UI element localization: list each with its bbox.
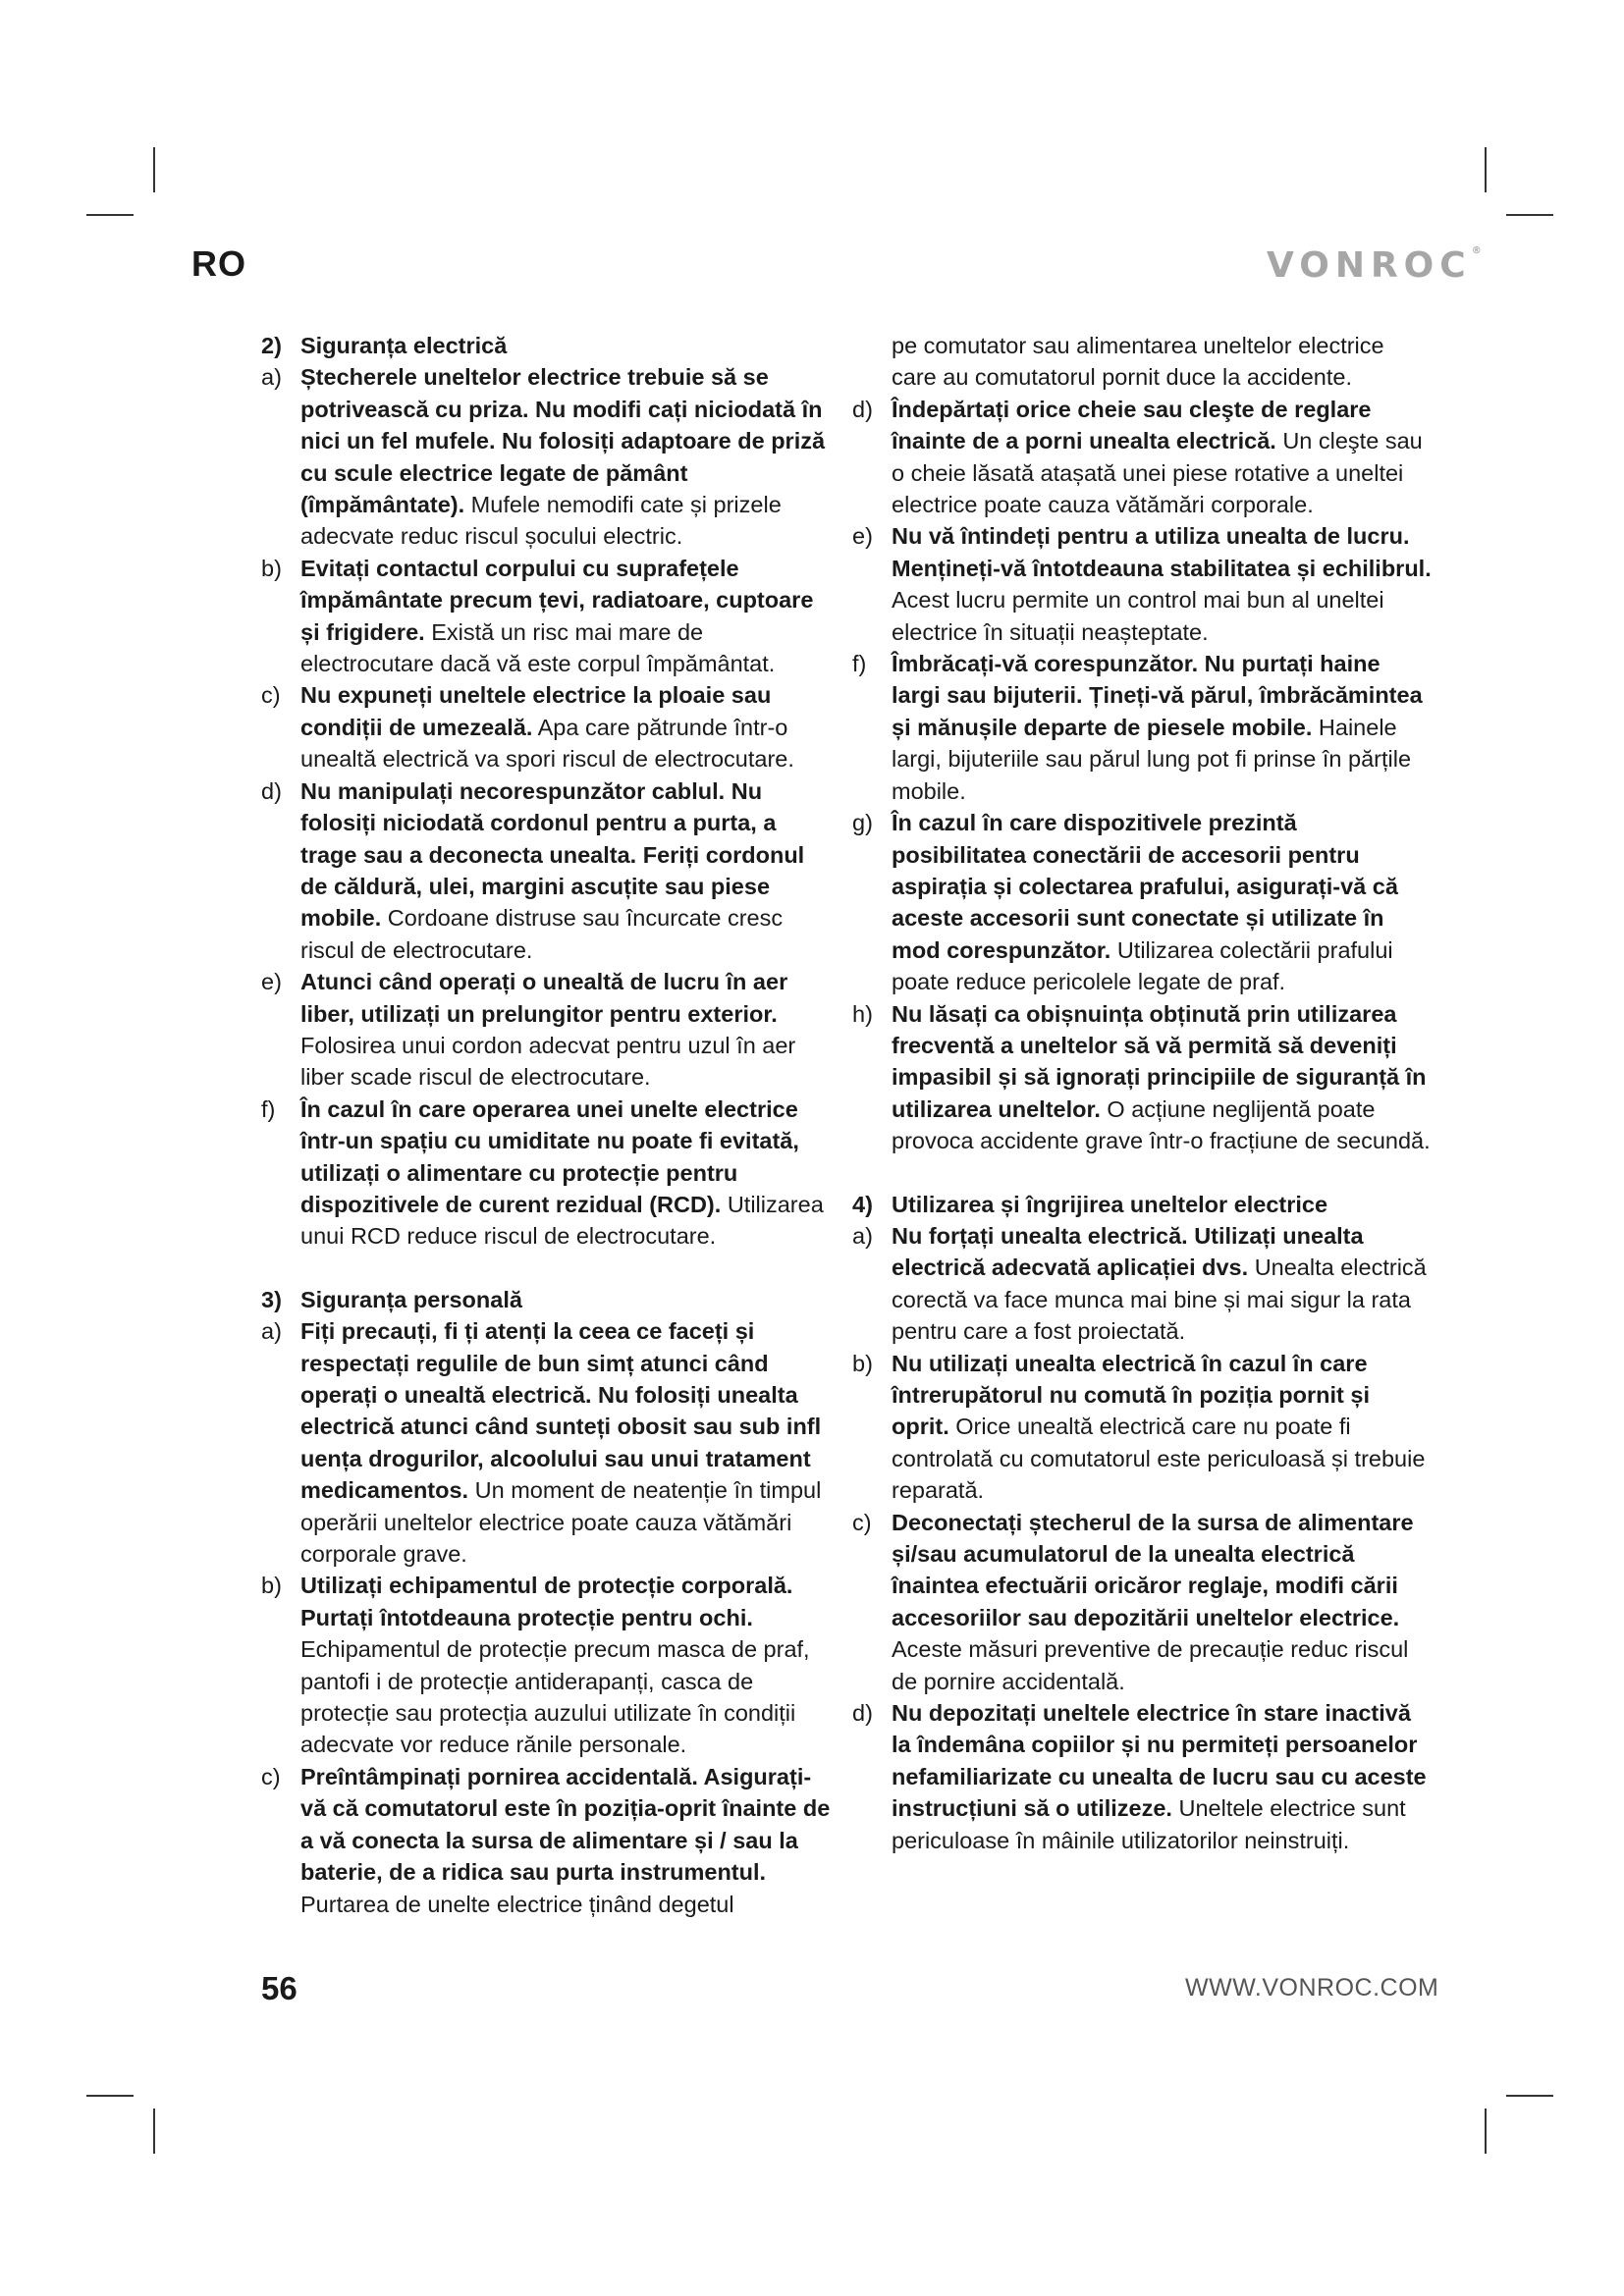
crop-mark: [1506, 214, 1553, 216]
brand-name: VONROC: [1267, 245, 1472, 286]
list-item: [852, 1507, 1432, 1697]
list-item-label: d): [852, 396, 873, 422]
list-item-text: [892, 1697, 1432, 1856]
list-item-body: Acest lucru permite un control mai bun al uneltei electrice în situații neașteptate.: [892, 587, 1384, 645]
list-item-emphasis: În cazul în care dispozitivele prezintă posibilitatea conectării de accesorii pentru aspirația și colectarea prafului, asigurați-vă că aceste accesorii sunt conectate și utilizate în mod corespunzător.: [892, 810, 1398, 963]
list-item-label: c): [261, 1763, 281, 1789]
list-item-text: [300, 1761, 836, 1920]
list-item-body: O acțiune neglijentă poate provoca accidente grave într-o fracțiune de secundă.: [892, 1095, 1431, 1154]
list-item-label: d): [261, 777, 282, 804]
list-item-text: [892, 520, 1432, 648]
list-item-emphasis: Îndepărtați orice cheie sau cleşte de reglare înainte de a porni unealta electrică.: [892, 396, 1372, 454]
list-item-body: Un cleşte sau o cheie lăsată atașată unei piese rotative a uneltei electrice poate cauza vătămări corporale.: [892, 428, 1423, 518]
list-item-body: Apa care pătrunde într-o unealtă electrică va spori riscul de electrocutare.: [300, 714, 794, 773]
section-title: Utilizarea și îngrijirea uneltelor electrice: [892, 1191, 1328, 1217]
crop-mark: [1506, 2095, 1553, 2097]
list-item-text: [892, 648, 1432, 807]
list-item: [261, 361, 836, 552]
list-item-body: Hainele largi, bijuteriile sau părul lung pot fi prinse în părțile mobile.: [892, 714, 1412, 804]
list-item-label: e): [852, 523, 873, 550]
list-item-label: b): [261, 555, 282, 581]
list-item-text: [300, 679, 836, 774]
list-item-label: a): [261, 1318, 282, 1345]
list-item-label: g): [852, 810, 873, 836]
list-item-body: Echipamentul de protecție precum masca de praf, pantofi i de protecție antiderapanți, casca de protecție sau protecția auzului utilizate în condiții adecvate vor reduce rănile personale.: [300, 1636, 810, 1758]
crop-mark: [153, 2109, 155, 2154]
section-number: 3): [261, 1286, 282, 1312]
list-item-label: f): [261, 1095, 276, 1122]
section-2-list: [261, 361, 836, 1252]
list-item: [261, 1315, 836, 1570]
list-item-text: [892, 1507, 1432, 1697]
list-item-text: [892, 1220, 1432, 1348]
section-title: Siguranța personală: [300, 1286, 522, 1312]
list-item-body: Orice unealtă electrică care nu poate fi controlată cu comutatorul este periculoasă și trebuie reparată.: [892, 1414, 1426, 1504]
list-item-label: e): [261, 969, 282, 995]
list-item: [852, 520, 1432, 648]
section-heading: [261, 330, 836, 361]
list-item-label: c): [261, 682, 281, 709]
crop-mark: [86, 214, 134, 216]
continuation-text: pe comutator sau alimentarea uneltelor electrice care au comutatorul pornit duce la accidente.: [892, 333, 1384, 391]
list-item-emphasis: Nu vă întindeți pentru a utiliza unealta de lucru. Mențineți-vă întotdeauna stabilitatea și echilibrul.: [892, 523, 1432, 581]
list-item-body: Mufele nemodifi cate și prizele adecvate reduc riscul șocului electric.: [300, 492, 782, 550]
list-item-emphasis: Atunci când operați o unealtă de lucru în aer liber, utilizați un prelungitor pentru exterior.: [300, 969, 788, 1027]
brand-logo: [1267, 245, 1482, 286]
list-item-emphasis: În cazul în care operarea unei unelte electrice într-un spațiu cu umiditate nu poate fi evitată, utilizați o alimentare cu protecție pentru dispozitivele de curent rezidual (RCD).: [300, 1095, 799, 1217]
list-item-label: d): [852, 1700, 873, 1727]
crop-mark: [1485, 147, 1487, 192]
list-item: [852, 998, 1432, 1157]
brand-registered-mark: ®: [1471, 245, 1482, 256]
list-item-text: [300, 361, 836, 552]
list-item-body: Unealta electrică corectă va face munca mai bine și mai sigur la rata pentru care a fost proiectată.: [892, 1255, 1427, 1345]
list-item-emphasis: Evitați contactul corpului cu suprafețele împământate precum țevi, radiatoare, cuptoare și frigidere.: [300, 555, 814, 645]
list-item: [852, 394, 1432, 521]
list-item-label: a): [852, 1222, 873, 1249]
list-item-label: c): [852, 1509, 872, 1535]
page-number: 56: [261, 1970, 298, 2006]
list-item-body: Aceste măsuri preventive de precauție reduc riscul de pornire accidentală.: [892, 1636, 1409, 1694]
list-item-body: Utilizarea colectării prafului poate reduce pericolele legate de praf.: [892, 936, 1393, 995]
list-item-body: Utilizarea unui RCD reduce riscul de electrocutare.: [300, 1191, 824, 1250]
section-heading: [852, 1189, 1432, 1220]
crop-mark: [153, 147, 155, 192]
list-item: [261, 775, 836, 966]
list-item-body: Există un risc mai mare de electrocutare dacă vă este corpul împământat.: [300, 618, 776, 677]
crop-mark: [86, 2095, 134, 2097]
list-item-text: [892, 998, 1432, 1157]
section-title: Siguranța electrică: [300, 333, 508, 358]
list-item: [261, 1094, 836, 1253]
list-item-label: h): [852, 1000, 873, 1027]
list-item: [261, 1570, 836, 1760]
list-item-text: [892, 394, 1432, 521]
list-item: [852, 807, 1432, 997]
list-item-emphasis: Preîntâmpinați pornirea accidentală. Asigurați-vă că comutatorul este în poziția-oprit înainte de a vă conecta la sursa de alimentare și / sau la baterie, de a ridica sau purta instrumentul.: [300, 1763, 831, 1886]
list-item-emphasis: Nu lăsați ca obișnuința obținută prin utilizarea frecventă a uneltelor să vă permită să deveniți impasibil și să ignorați principiile de siguranță în utilizarea uneltelor.: [892, 1000, 1427, 1122]
list-item-label: b): [261, 1573, 282, 1599]
list-item-emphasis: Nu manipulați necorespunzător cablul. Nu folosiți niciodată cordonul pentru a purta, a trage sau a deconecta unealta. Feriți cordonul de căldură, ulei, margini ascuțite sau piese mobile.: [300, 777, 805, 932]
language-code: RO: [191, 243, 246, 284]
list-item-emphasis: Nu expuneți uneltele electrice la ploaie sau condiții de umezeală.: [300, 682, 772, 740]
list-item-label: b): [852, 1350, 873, 1376]
list-item-body: Folosirea unui cordon adecvat pentru uzul în aer liber scade riscul de electrocutare.: [300, 1032, 796, 1091]
list-item-emphasis: Deconectați ștecherul de la sursa de alimentare și/sau acumulatorul de la unealta electrică înaintea efectuării oricăror reglaje, modifi cării accesoriilor sau depozitării uneltelor electrice.: [892, 1509, 1414, 1630]
list-item-text: [300, 775, 836, 966]
list-item-emphasis: Nu utilizați unealta electrică în cazul în care întrerupătorul nu comută în poziția pornit și oprit.: [892, 1350, 1370, 1440]
list-item-body: Uneltele electrice sunt periculoase în mâinile utilizatorilor neinstruiți.: [892, 1795, 1406, 1853]
section-3-list-continued: [852, 394, 1432, 1157]
list-item-emphasis: Nu depozitați uneltele electrice în stare inactivă la îndemâna copiilor și nu permiteți persoanelor nefamiliarizate cu unealta de lucru sau cu aceste instrucțiuni să o utilizeze.: [892, 1700, 1427, 1822]
right-column: [852, 330, 1432, 1856]
list-item-text: [300, 1570, 836, 1760]
list-item: [852, 1697, 1432, 1856]
list-item-text: [300, 966, 836, 1094]
list-item: [261, 966, 836, 1094]
left-column: [261, 330, 836, 1920]
list-item-emphasis: Îmbrăcați-vă corespunzător. Nu purtați haine largi sau bijuterii. Țineți-vă părul, îmbrăcămintea și mănușile departe de piesele mobile.: [892, 651, 1423, 740]
list-item: [852, 648, 1432, 807]
list-item: [261, 1761, 836, 1920]
section-4-list: [852, 1220, 1432, 1856]
list-item-text: [300, 1094, 836, 1253]
section-number: 2): [261, 333, 282, 358]
section-heading: [261, 1284, 836, 1315]
list-item: [261, 679, 836, 774]
list-item-body: Cordoane distruse sau încurcate cresc riscul de electrocutare.: [300, 905, 784, 963]
list-item-text: [300, 1315, 836, 1570]
list-item-emphasis: Ștecherele uneltelor electrice trebuie să se potrivească cu priza. Nu modifi cați niciodată în nici un fel mufele. Nu folosiți adaptoare de priză cu scule electrice legate de pământ (împământate).: [300, 364, 826, 518]
list-item-emphasis: Utilizați echipamentul de protecție corporală. Purtați întotdeauna protecție pentru ochi.: [300, 1573, 793, 1630]
list-item-label: a): [261, 364, 282, 391]
list-item-text: [892, 1348, 1432, 1507]
list-item-text: [892, 807, 1432, 997]
list-item-body: Un moment de neatenție în timpul operării uneltelor electrice poate cauza vătămări corporale grave.: [300, 1477, 822, 1568]
list-item-text: [300, 553, 836, 680]
section-number: 4): [852, 1191, 873, 1217]
list-item: [261, 553, 836, 680]
list-item: [852, 1348, 1432, 1507]
list-item: [852, 1220, 1432, 1348]
list-item-emphasis: Nu forțați unealta electrică. Utilizați unealta electrică adecvată aplicației dvs.: [892, 1222, 1364, 1281]
crop-mark: [1485, 2109, 1487, 2154]
section-3-list: [261, 1315, 836, 1920]
list-item-body: Purtarea de unelte electrice ținând degetul: [300, 1891, 734, 1917]
website-url: WWW.VONROC.COM: [1185, 1974, 1439, 2002]
list-item-emphasis: Fiți precauți, fi ți atenți la ceea ce faceți și respectați regulile de bun simț atunci când operați o unealtă electrică. Nu folosiți unealta electrică atunci când sunteți obosit sau sub infl uența drogurilor, alcoolului sau unui tratament medicamentos.: [300, 1318, 822, 1504]
list-item-label: f): [852, 651, 867, 677]
